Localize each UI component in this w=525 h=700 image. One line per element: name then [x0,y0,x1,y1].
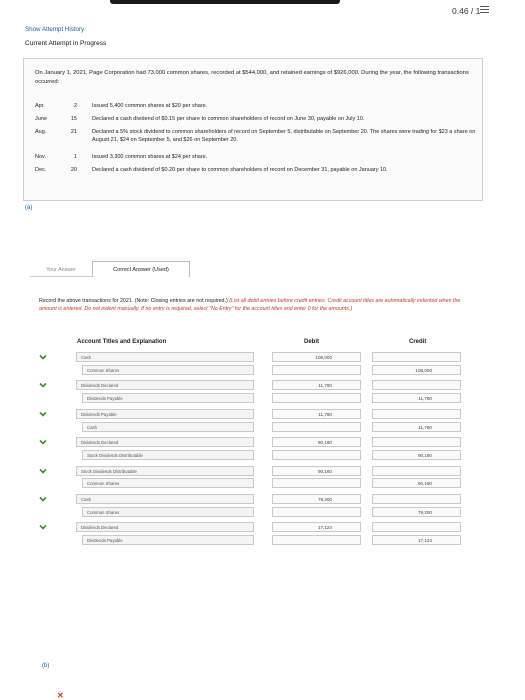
debit-amount-input[interactable] [272,365,361,375]
account-title-select[interactable]: Cash [76,352,254,362]
account-title-select[interactable]: Dividends Payable [82,535,254,545]
debit-amount-input[interactable] [272,393,361,403]
account-title-select[interactable]: Dividends Payable [82,393,254,403]
column-header-account: Account Titles and Explanation [77,339,167,345]
chevron-down-icon[interactable] [39,410,47,418]
problem-intro: On January 1, 2021, Page Corporation had 73,000 common shares, recorded at $544,000, and retained earnings of $926,000. During the year, the following transactions occurred: [35,70,469,85]
account-title-select[interactable]: Common Shares [82,507,254,517]
credit-amount-input[interactable]: 11,760 [372,393,461,403]
chevron-down-icon[interactable] [39,353,47,361]
top-bar [0,0,525,22]
problem-statement: On January 1, 2021, Page Corporation had 73,000 common shares, recorded at $544,000, and retained earnings of $926,000. During the year, the following transactions occurred: Apr. 2 Issued 5,400 common shares at $20 per share. June 15 Declared a cash dividend of $0.15 per share to common shareholders of record on June 30, payable on July 10. Aug. 21 Declared a 5% stock dividend to common shareholders of record on September 5, distributable on September 20. The shares were trading for $23 a share on August 21, $24 on September 5, and $26 on September 20. Nov. 1 Issued 3,300 common shares at $24 per share. Dec. 20 Declared a cash dividend of $0.20 per share to common shareholders of record on December 31, payable on January 10. [23,58,483,201]
account-title-select[interactable]: Common Shares [82,478,254,488]
chevron-down-icon[interactable] [39,523,47,531]
account-title-select[interactable]: Cash [82,422,254,432]
tab-your-answer[interactable]: Your Answer [30,263,92,277]
debit-amount-input[interactable]: 90,160 [272,437,361,447]
credit-amount-input[interactable] [372,380,461,390]
debit-amount-input[interactable]: 11,760 [272,380,361,390]
show-attempt-history-link[interactable]: Show Attempt History [25,26,85,33]
score-display: 0.46 / 1 [452,6,481,16]
current-attempt-heading: Current Attempt in Progress [25,40,107,47]
credit-amount-input[interactable]: 11,760 [372,422,461,432]
account-title-select[interactable]: Stock Dividends Distributable [82,450,254,460]
credit-amount-input[interactable]: 17,124 [372,535,461,545]
debit-amount-input[interactable]: 79,200 [272,494,361,504]
part-b-label: (b) [42,663,50,669]
chevron-down-icon[interactable] [39,495,47,503]
debit-amount-input[interactable]: 11,760 [272,409,361,419]
debit-amount-input[interactable]: 108,000 [272,352,361,362]
credit-amount-input[interactable] [372,494,461,504]
debit-amount-input[interactable] [272,450,361,460]
debit-amount-input[interactable] [272,478,361,488]
credit-amount-input[interactable] [372,522,461,532]
credit-amount-input[interactable] [372,466,461,476]
tab-correct-answer[interactable]: Correct Answer (Used) [92,261,190,277]
credit-amount-input[interactable]: 90,160 [372,478,461,488]
credit-amount-input[interactable] [372,437,461,447]
credit-amount-input[interactable] [372,352,461,362]
account-title-select[interactable]: Common Shares [82,365,254,375]
column-header-credit: Credit [409,339,427,345]
account-title-select[interactable]: Dividends Declared [76,437,254,447]
debit-amount-input[interactable] [272,422,361,432]
credit-amount-input[interactable]: 90,160 [372,450,461,460]
debit-amount-input[interactable]: 90,160 [272,466,361,476]
chevron-down-icon[interactable] [39,381,47,389]
instructions-note: (List all debit entries before credit entries. Credit account titles are automatically indented when the amount is entered. Do not indent manually. If no entry is required, select "No Entry" for the account titles and enter 0 for the amounts.) [39,298,461,312]
account-title-select[interactable]: Dividends Payable [76,409,254,419]
account-title-select[interactable]: Cash [76,494,254,504]
chevron-down-icon[interactable] [39,467,47,475]
debit-amount-input[interactable]: 17,124 [272,522,361,532]
part-a-label: (a) [25,205,33,211]
account-title-select[interactable]: Stock Dividends Distributable [76,466,254,476]
column-header-debit: Debit [304,339,319,345]
account-title-select[interactable]: Dividends Declared [76,522,254,532]
credit-amount-input[interactable]: 79,200 [372,507,461,517]
incorrect-x-icon: ✕ [57,691,64,700]
credit-amount-input[interactable]: 108,000 [372,365,461,375]
debit-amount-input[interactable] [272,507,361,517]
chevron-down-icon[interactable] [39,438,47,446]
instructions-text: Record the above transactions for 2021. (Note: Closing entries are not required.) [39,298,228,304]
credit-amount-input[interactable] [372,409,461,419]
list-menu-icon[interactable] [480,6,489,15]
top-bar-strip [110,0,340,4]
debit-amount-input[interactable] [272,535,361,545]
account-title-select[interactable]: Dividends Declared [76,380,254,390]
instructions [39,297,479,313]
